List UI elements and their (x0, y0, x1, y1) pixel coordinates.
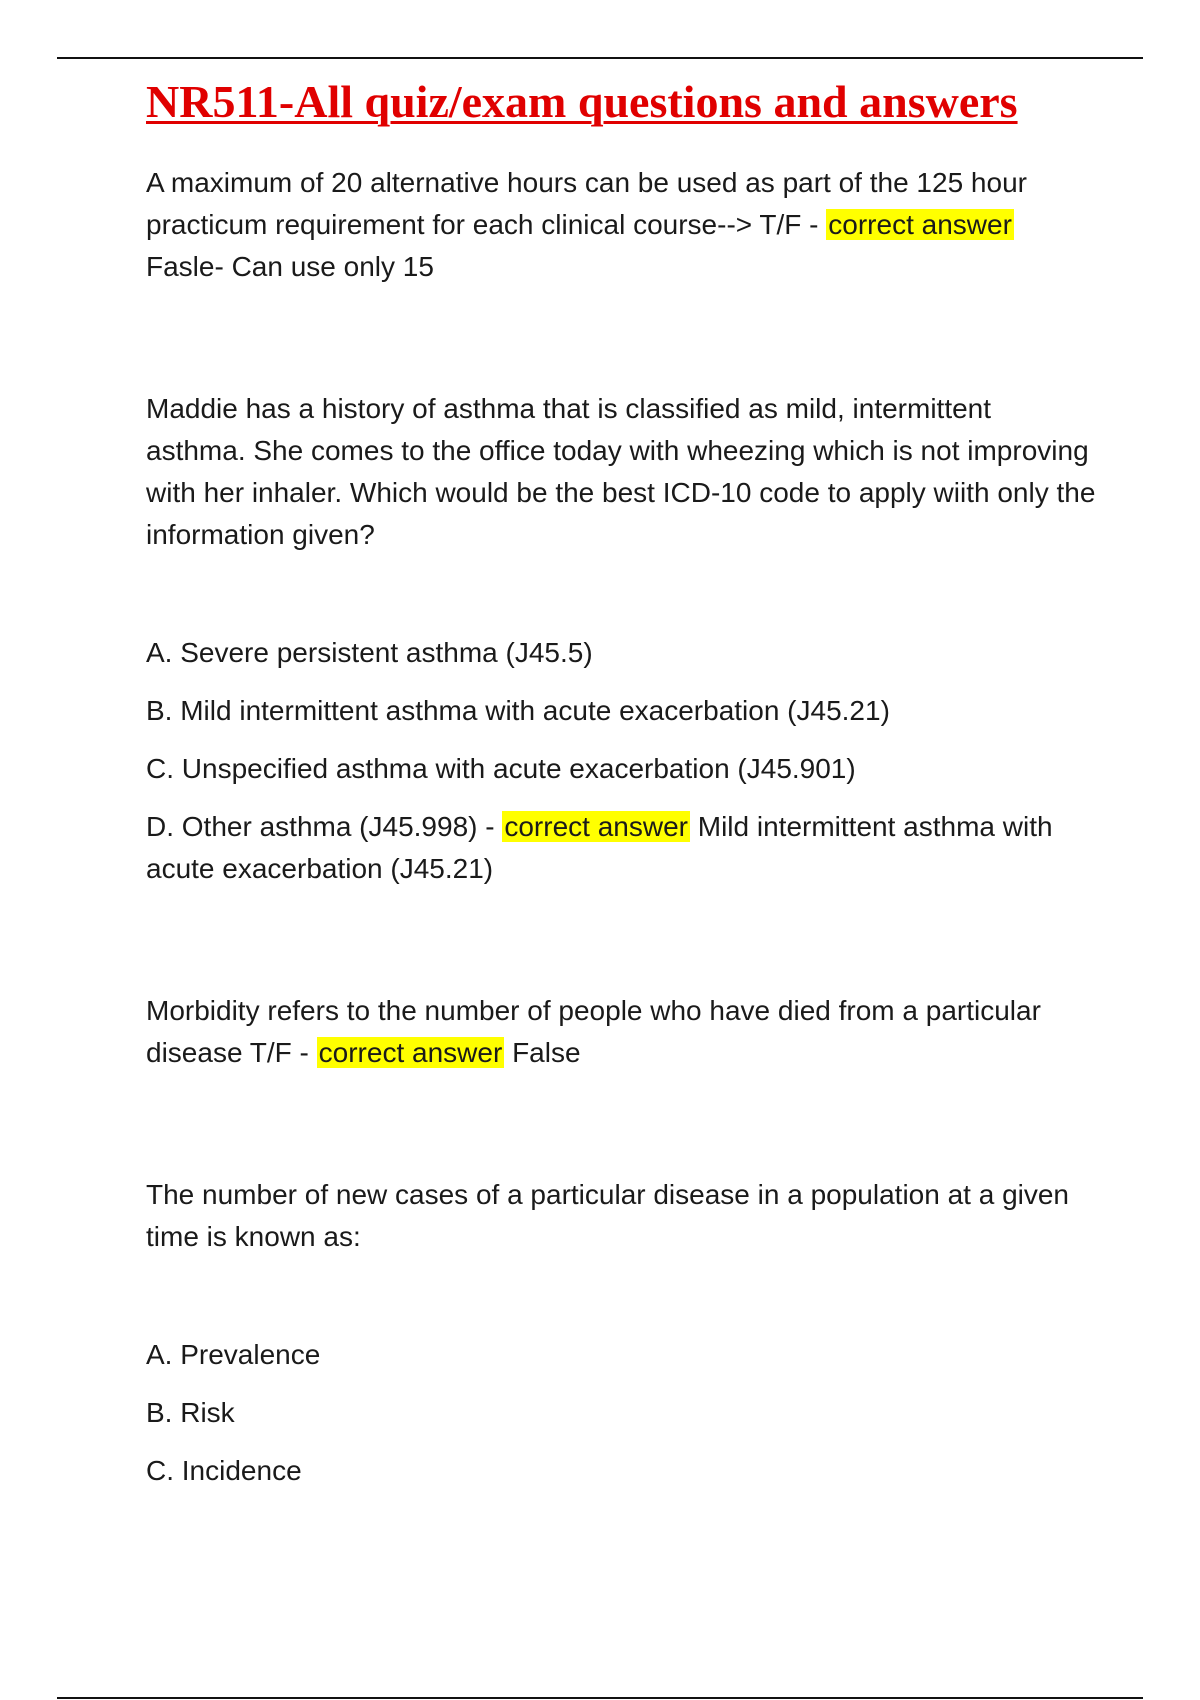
question-2 (146, 388, 1096, 890)
question-4-option-c: C. Incidence (146, 1455, 302, 1486)
question-1-line-1: A maximum of 20 alternative hours can be used as part of the 125 hour (146, 167, 1027, 198)
question-4-option-b: B. Risk (146, 1397, 235, 1428)
document-page (146, 70, 1096, 1508)
question-2-option-d (146, 806, 1096, 890)
question-3-text (146, 990, 1096, 1074)
question-2-option-b: B. Mild intermittent asthma with acute exacerbation (J45.21) (146, 695, 890, 726)
question-1 (146, 162, 1096, 288)
question-3-question: Morbidity refers to the number of people who have died from a particular disease T/F - (146, 995, 1041, 1068)
question-2-answer: Mild intermittent asthma with acute exacerbation (J45.21) (146, 811, 1053, 884)
question-1-text (146, 162, 1096, 288)
question-2-option-d-text: D. Other asthma (J45.998) - (146, 811, 503, 842)
top-rule (57, 57, 1143, 59)
question-1-answer: Fasle- Can use only 15 (146, 251, 434, 282)
bottom-rule (57, 1697, 1143, 1699)
correct-answer-marker: correct answer (828, 209, 1012, 240)
document-title: NR511-All quiz/exam questions and answers (146, 76, 1018, 127)
question-1-line-2: practicum requirement for each clinical course--> T/F - (146, 209, 827, 240)
question-3 (146, 990, 1096, 1074)
question-4-option-a: A. Prevalence (146, 1339, 321, 1370)
question-4-text: The number of new cases of a particular disease in a population at a given time is known as: (146, 1179, 1070, 1252)
correct-answer-marker: correct answer (318, 1037, 503, 1068)
question-4 (146, 1174, 1096, 1492)
question-2-text: Maddie has a history of asthma that is classified as mild, intermittent asthma. She comes to the office today with wheezing which is not improving with her inhaler. Which would be the best ICD-10 code to apply wiith only the information given? (146, 393, 1096, 550)
question-2-option-c: C. Unspecified asthma with acute exacerbation (J45.901) (146, 753, 856, 784)
question-2-option-a: A. Severe persistent asthma (J45.5) (146, 637, 593, 668)
question-3-answer: False (512, 1037, 581, 1068)
correct-answer-marker: correct answer (504, 811, 688, 842)
